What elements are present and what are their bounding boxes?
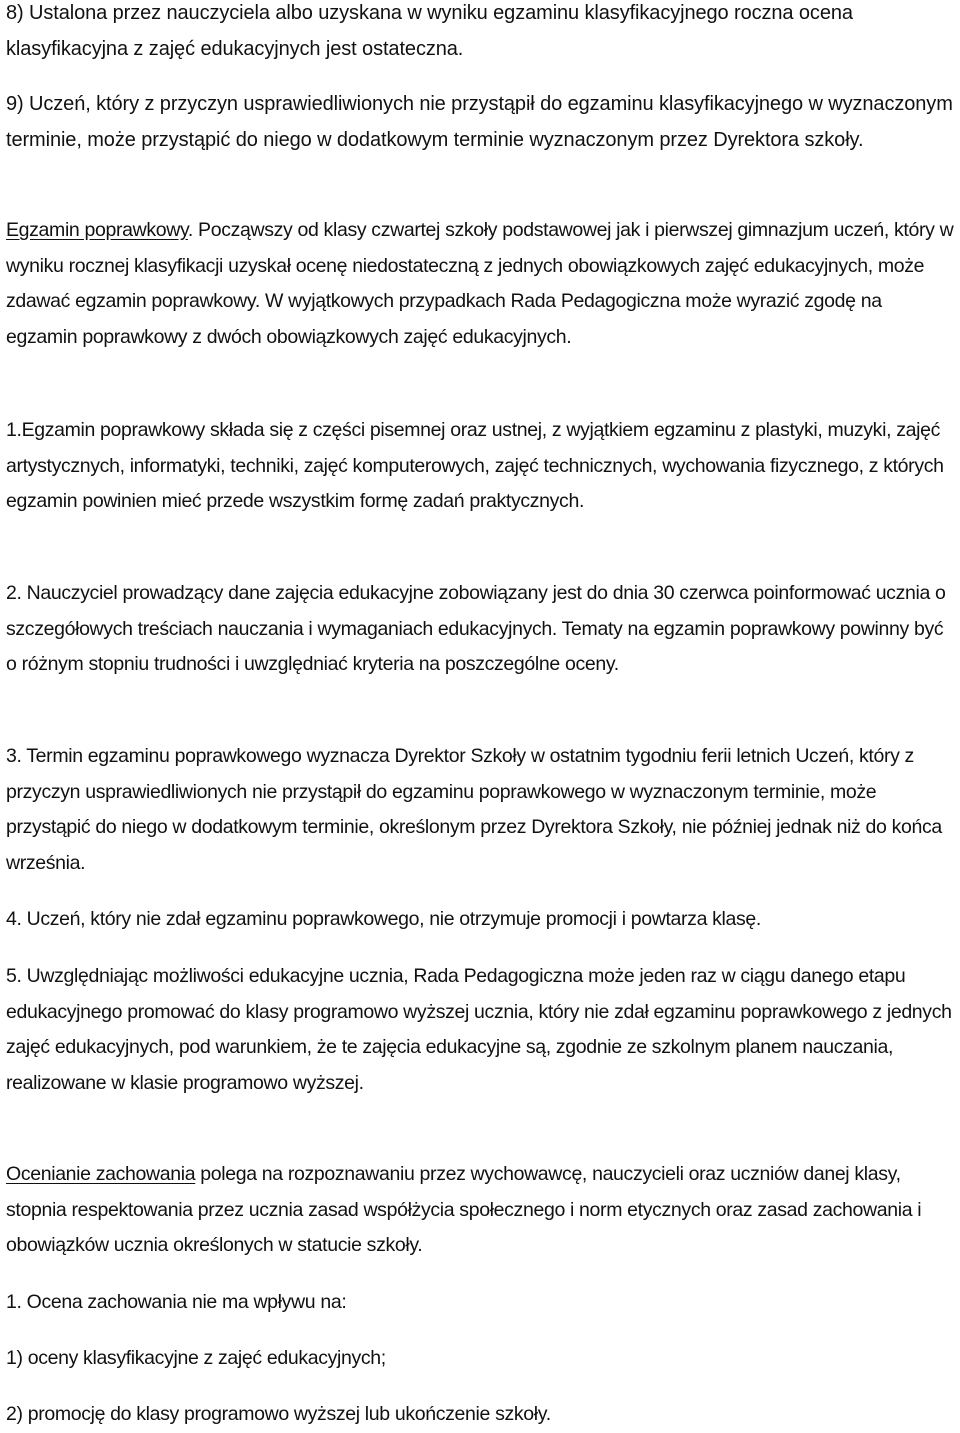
ocenianie-zachowania-text: polega na rozpoznawaniu przez wychowawcę, nauczycieli oraz uczniów danej klasy, stopnia respektowania przez ucznia zasad współżycia społecznego i norm etycznych oraz zasad zachowania i obowiązków ucznia określonych w statucie szkoły. (6, 1163, 922, 1257)
point-3: 3. Termin egzaminu poprawkowego wyznacza Dyrektor Szkoły w ostatnim tygodniu ferii letnich Uczeń, który z przyczyn usprawiedliwionych nie przystąpił do egzaminu poprawkowego w wyznaczonym terminie, może przystąpić do niego w dodatkowym terminie, określonym przez Dyrektora Szkoły, nie później jednak niż do końca września. (6, 745, 942, 874)
point-2: 2. Nauczyciel prowadzący dane zajęcia edukacyjne zobowiązany jest do dnia 30 czerwca poinformować ucznia o szczegółowych treściach nauczania i wymaganiach edukacyjnych. Tematy na egzamin poprawkowy powinny być o różnym stopniu trudności i uwzględniać kryteria na poszczególne oceny. (6, 582, 946, 676)
ocena-item-1: 1) oceny klasyfikacyjne z zajęć edukacyjnych; (6, 1347, 386, 1369)
egzamin-poprawkowy-text: . Począwszy od klasy czwartej szkoły podstawowej jak i pierwszej gimnazjum uczeń, który w wyniku rocznej klasyfikacji uzyskał ocenę niedostateczną z jednych obowiązkowych zajęć edukacyjnych, może zdawać egzamin poprawkowy. W wyjątkowych przypadkach Rada Pedagogiczna może wyrazić zgodę na egzamin poprawkowy z dwóch obowiązkowych zajęć edukacyjnych. (6, 219, 954, 348)
egzamin-poprawkowy-heading: Egzamin poprawkowy (6, 219, 188, 241)
point-5: 5. Uwzględniając możliwości edukacyjne ucznia, Rada Pedagogiczna może jeden raz w ciągu danego etapu edukacyjnego promować do klasy programowo wyższej ucznia, który nie zdał egzaminu poprawkowego z jednych zajęć edukacyjnych, pod warunkiem, że te zajęcia edukacyjne są, zgodnie ze szkolnym planem nauczania, realizowane w klasie programowo wyższej. (6, 965, 952, 1094)
ocena-item-2: 2) promocję do klasy programowo wyższej lub ukończenie szkoły. (6, 1403, 551, 1425)
ocena-point-1: 1. Ocena zachowania nie ma wpływu na: (6, 1291, 347, 1313)
ocenianie-zachowania-heading: Ocenianie zachowania (6, 1163, 196, 1185)
paragraph-ocenianie-zachowania (6, 1157, 956, 1264)
paragraph-egzamin-poprawkowy (6, 213, 956, 355)
point-1: 1.Egzamin poprawkowy składa się z części pisemnej oraz ustnej, z wyjątkiem egzaminu z plastyki, muzyki, zajęć artystycznych, informatyki, techniki, zajęć komputerowych, zajęć technicznych, wychowania fizycznego, z których egzamin powinien mieć przede wszystkim formę zadań praktycznych. (6, 419, 944, 513)
paragraph-9: 9) Uczeń, który z przyczyn usprawiedliwionych nie przystąpił do egzaminu klasyfikacyjnego w wyznaczonym terminie, może przystąpić do niego w dodatkowym terminie wyznaczonym przez Dyrektora szkoły. (6, 93, 953, 151)
point-4: 4. Uczeń, który nie zdał egzaminu poprawkowego, nie otrzymuje promocji i powtarza klasę. (6, 908, 761, 930)
paragraph-8: 8) Ustalona przez nauczyciela albo uzyskana w wyniku egzaminu klasyfikacyjnego roczna ocena klasyfikacyjna z zajęć edukacyjnych jest ostateczna. (6, 2, 853, 60)
